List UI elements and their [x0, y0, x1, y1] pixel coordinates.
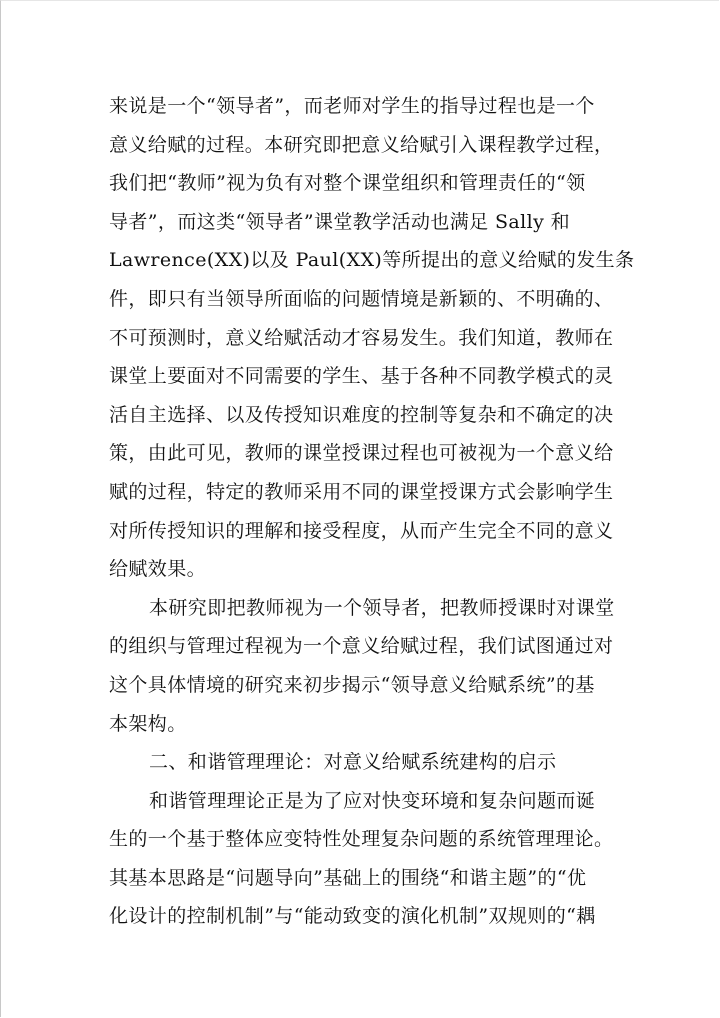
text-line: 的组织与管理过程视为一个意义给赋过程，我们试图通过对	[109, 635, 614, 658]
text-line: 化设计的控制机制”与“能动致变的演化机制”双规则的“耦	[109, 905, 596, 928]
text-line: 来说是一个“领导者”，而老师对学生的指导过程也是一个	[109, 95, 595, 117]
text-line: 赋的过程，特定的教师采用不同的课堂授课方式会影响学生	[109, 480, 614, 503]
text-line: 导者”，而这类“领导者”课堂教学活动也满足 Sally 和	[109, 210, 571, 233]
text-line: 活自主选择、以及传授知识难度的控制等复杂和不确定的决	[109, 403, 614, 426]
text-line: 我们把“教师”视为负有对整个课堂组织和管理责任的“领	[109, 172, 586, 195]
text-line: 对所传授知识的理解和接受程度，从而产生完全不同的意义	[109, 519, 614, 542]
text-line: 其基本思路是“问题导向”基础上的围绕“和谐主题”的“优	[109, 866, 587, 889]
text-line: 生的一个基于整体应变特性处理复杂问题的系统管理理论。	[109, 828, 614, 851]
text-line: 策，由此可见，教师的课堂授课过程也可被视为一个意义给	[109, 442, 614, 465]
text-line: 件，即只有当领导所面临的问题情境是新颖的、不明确的、	[109, 287, 614, 310]
text-line: Lawrence(XX)以及 Paul(XX)等所提出的意义给赋的发生条	[109, 249, 635, 272]
document-body	[109, 87, 635, 936]
text-line: 本架构。	[109, 712, 187, 735]
text-line: 这个具体情境的研究来初步揭示“领导意义给赋系统”的基	[109, 673, 595, 696]
text-line: 意义给赋的过程。本研究即把意义给赋引入课程教学过程，	[109, 133, 614, 156]
text-line: 不可预测时，意义给赋活动才容易发生。我们知道，教师在	[109, 326, 614, 349]
paragraph-start-line: 本研究即把教师视为一个领导者，把教师授课时对课堂	[149, 596, 615, 619]
section-heading: 二、和谐管理理论：对意义给赋系统建构的启示	[149, 751, 557, 774]
paragraph-start-line: 和谐管理理论正是为了应对快变环境和复杂问题而诞	[149, 789, 596, 812]
text-line: 课堂上要面对不同需要的学生、基于各种不同教学模式的灵	[109, 365, 614, 388]
text-line: 给赋效果。	[109, 558, 207, 581]
